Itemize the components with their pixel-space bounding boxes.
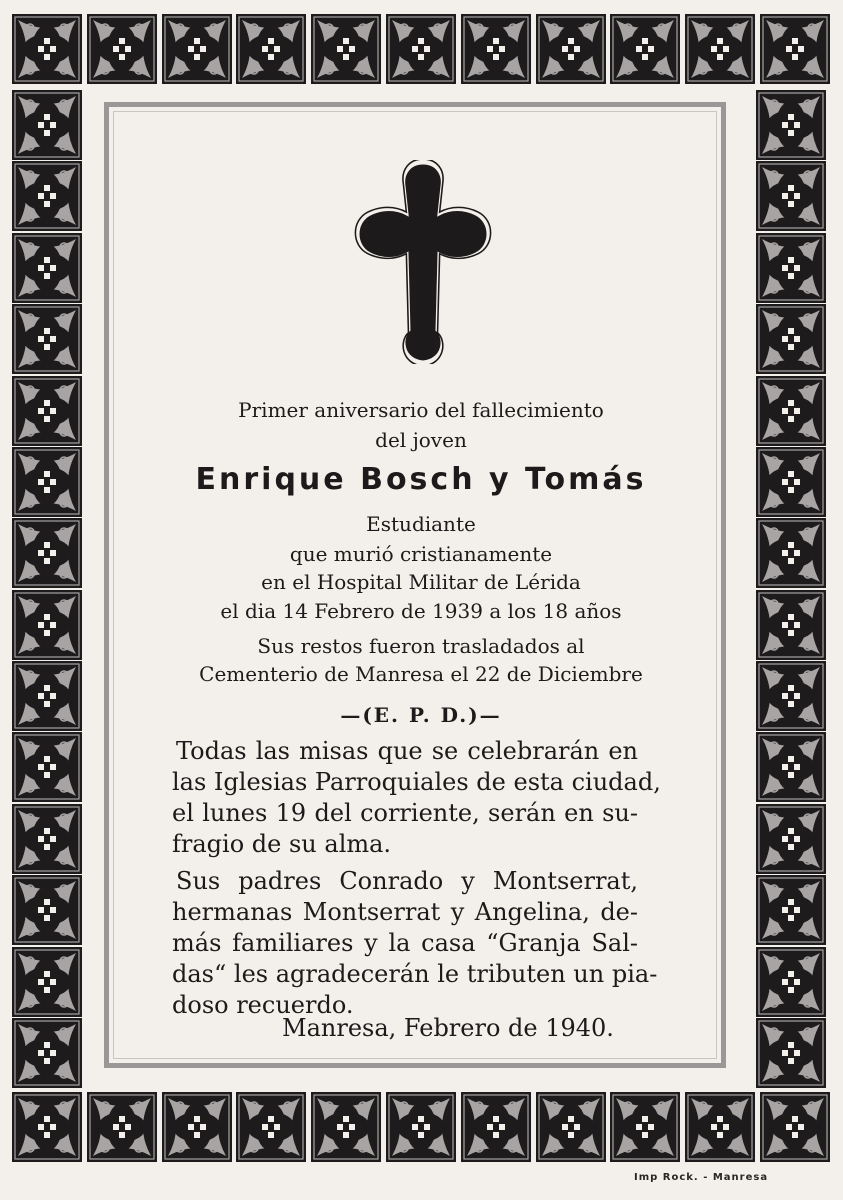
family-line: doso recuerdo. xyxy=(172,991,354,1019)
ornamental-tile-icon xyxy=(760,1092,830,1162)
closing-place-date: Manresa, Febrero de 1940. xyxy=(282,1014,614,1042)
printer-imprint: Imp Rock. - Manresa xyxy=(634,1172,769,1183)
ornamental-tile-icon xyxy=(12,804,82,874)
ornamental-tile-icon xyxy=(685,14,755,84)
ornamental-tile-icon xyxy=(685,1092,755,1162)
ornamental-border-left xyxy=(12,90,86,1088)
death-line-1: que murió cristianamente xyxy=(289,542,553,566)
death-line-3: el dia 14 Febrero de 1939 a los 18 años xyxy=(220,599,622,623)
heading-line-1: Primer aniversario del fallecimiento xyxy=(238,398,604,422)
epd-line: —(E. P. D.)— xyxy=(340,703,502,727)
ornamental-tile-icon xyxy=(461,1092,531,1162)
ornamental-tile-icon xyxy=(756,1018,826,1088)
family-line: das“ les agradecerán le tributen un pia- xyxy=(172,960,658,988)
ornamental-tile-icon xyxy=(756,732,826,802)
latin-cross-icon xyxy=(352,160,494,364)
family-line: hermanas Montserrat y Angelina, de- xyxy=(172,898,638,926)
ornamental-tile-icon xyxy=(756,804,826,874)
ornamental-tile-icon xyxy=(760,14,830,84)
ornamental-tile-icon xyxy=(12,90,82,160)
ornamental-tile-icon xyxy=(12,661,82,731)
masses-line: el lunes 19 del corriente, serán en su- xyxy=(172,799,638,827)
ornamental-tile-icon xyxy=(756,518,826,588)
ornamental-tile-icon xyxy=(756,947,826,1017)
ornamental-tile-icon xyxy=(756,161,826,231)
ornamental-tile-icon xyxy=(756,90,826,160)
ornamental-tile-icon xyxy=(12,376,82,446)
ornamental-tile-icon xyxy=(12,875,82,945)
masses-paragraph xyxy=(172,736,661,860)
ornamental-tile-icon xyxy=(12,518,82,588)
ornamental-tile-icon xyxy=(12,1018,82,1088)
ornamental-tile-icon xyxy=(12,161,82,231)
masses-line: fragio de su alma. xyxy=(172,830,392,858)
ornamental-tile-icon xyxy=(756,233,826,303)
ornamental-tile-icon xyxy=(162,14,232,84)
ornamental-tile-icon xyxy=(162,1092,232,1162)
masses-line: Todas las misas que se celebrarán en xyxy=(176,737,638,765)
ornamental-tile-icon xyxy=(756,661,826,731)
ornamental-tile-icon xyxy=(12,1092,82,1162)
ornamental-tile-icon xyxy=(12,590,82,660)
ornamental-tile-icon xyxy=(12,233,82,303)
family-paragraph xyxy=(172,866,658,1021)
ornamental-tile-icon xyxy=(386,14,456,84)
ornamental-tile-icon xyxy=(461,14,531,84)
ornamental-tile-icon xyxy=(536,1092,606,1162)
family-line: Sus padres Conrado y Montserrat, xyxy=(176,867,638,895)
ornamental-tile-icon xyxy=(756,590,826,660)
ornamental-tile-icon xyxy=(756,304,826,374)
ornamental-tile-icon xyxy=(87,14,157,84)
ornamental-tile-icon xyxy=(756,447,826,517)
ornamental-tile-icon xyxy=(756,376,826,446)
ornamental-tile-icon xyxy=(756,875,826,945)
ornamental-tile-icon xyxy=(311,1092,381,1162)
ornamental-tile-icon xyxy=(311,14,381,84)
transfer-line-2: Cementerio de Manresa el 22 de Diciembre xyxy=(199,662,643,686)
transfer-line-1: Sus restos fueron trasladados al xyxy=(257,634,585,658)
ornamental-tile-icon xyxy=(12,732,82,802)
deceased-name: Enrique Bosch y Tomás xyxy=(195,462,647,497)
family-line: más familiares y la casa “Granja Sal- xyxy=(172,929,638,957)
ornamental-tile-icon xyxy=(12,304,82,374)
ornamental-border-bottom xyxy=(12,1092,830,1166)
ornamental-tile-icon xyxy=(536,14,606,84)
ornamental-tile-icon xyxy=(610,14,680,84)
heading-line-2: del joven xyxy=(375,428,467,452)
masses-line: las Iglesias Parroquiales de esta ciudad, xyxy=(172,768,661,796)
death-line-2: en el Hospital Militar de Lérida xyxy=(261,570,581,594)
ornamental-border-top xyxy=(12,14,830,88)
ornamental-tile-icon xyxy=(12,947,82,1017)
ornamental-tile-icon xyxy=(386,1092,456,1162)
ornamental-tile-icon xyxy=(12,447,82,517)
ornamental-border-right xyxy=(756,90,830,1088)
ornamental-tile-icon xyxy=(87,1092,157,1162)
occupation: Estudiante xyxy=(366,512,476,536)
ornamental-tile-icon xyxy=(610,1092,680,1162)
ornamental-tile-icon xyxy=(236,1092,306,1162)
ornamental-tile-icon xyxy=(12,14,82,84)
ornamental-tile-icon xyxy=(236,14,306,84)
